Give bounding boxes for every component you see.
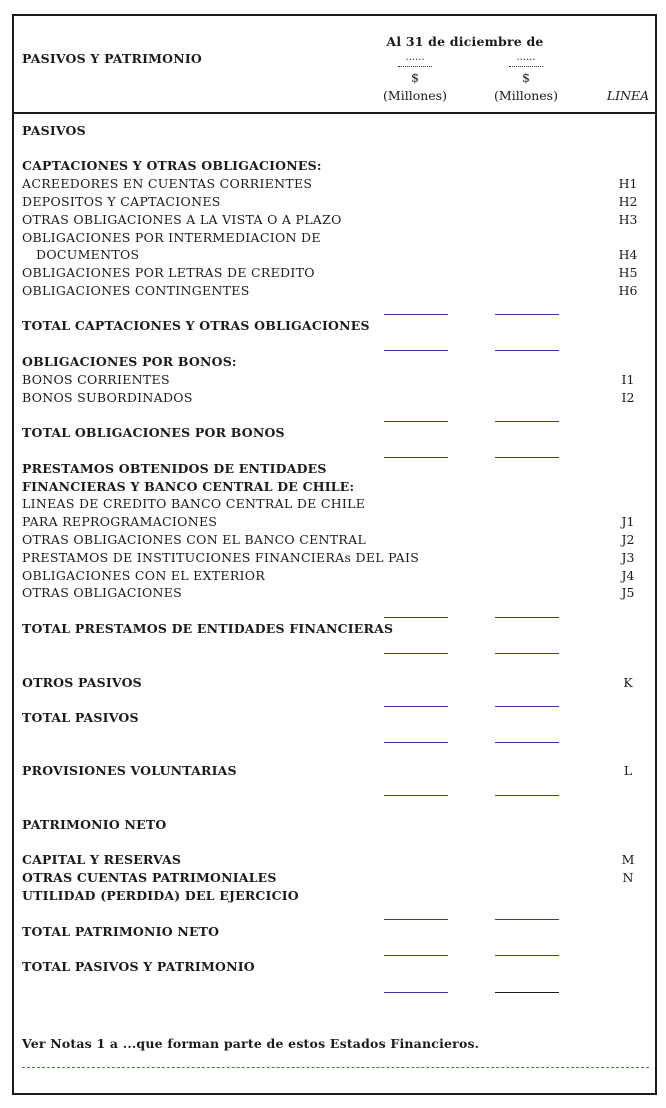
line-h2: H2	[618, 194, 638, 209]
underline-col2	[495, 706, 559, 707]
line-j1: J1	[621, 514, 635, 529]
underline-col2	[495, 617, 559, 618]
line-i1: I1	[621, 372, 635, 387]
line-h3: H3	[618, 212, 638, 227]
total-pasivos: TOTAL PASIVOS	[22, 710, 139, 725]
prestamos-heading-2: FINANCIERAS Y BANCO CENTRAL DE CHILE:	[22, 479, 355, 494]
row-bonos-subordinados: BONOS SUBORDINADOS	[22, 390, 193, 405]
total-prestamos: TOTAL PRESTAMOS DE ENTIDADES FINANCIERAS	[22, 621, 394, 636]
underline-col2	[495, 992, 559, 993]
row-utilidad: UTILIDAD (PERDIDA) DEL EJERCICIO	[22, 888, 299, 903]
col2-currency: $	[522, 70, 530, 85]
col1-year: ......	[405, 52, 425, 63]
patrimonio-heading: PATRIMONIO NETO	[22, 817, 167, 832]
row-capital: CAPITAL Y RESERVAS	[22, 852, 182, 867]
line-j3: J3	[621, 550, 635, 565]
row-depositos: DEPOSITOS Y CAPTACIONES	[22, 194, 221, 209]
row-contingentes: OBLIGACIONES CONTINGENTES	[22, 283, 250, 298]
line-n: N	[622, 870, 634, 885]
col2-year: ......	[516, 52, 536, 63]
line-l: L	[623, 763, 633, 778]
col2-year-rule	[509, 66, 543, 67]
row-intermediacion: OBLIGACIONES POR INTERMEDIACION DE	[22, 230, 321, 245]
underline-col1	[384, 742, 448, 743]
row-otras-banco-central: OTRAS OBLIGACIONES CON EL BANCO CENTRAL	[22, 532, 367, 547]
underline-col2	[495, 795, 559, 796]
total-pasivos-patrimonio: TOTAL PASIVOS Y PATRIMONIO	[22, 959, 255, 974]
col1-unit: (Millones)	[383, 88, 447, 103]
header-divider	[12, 112, 657, 114]
underline-col1	[384, 955, 448, 956]
prestamos-heading-1: PRESTAMOS OBTENIDOS DE ENTIDADES	[22, 461, 327, 476]
bonos-heading: OBLIGACIONES POR BONOS:	[22, 354, 237, 369]
underline-col2	[495, 653, 559, 654]
underline-col1	[384, 919, 448, 920]
line-j4: J4	[621, 568, 635, 583]
underline-col2	[495, 421, 559, 422]
line-heading: LINEA	[606, 88, 650, 103]
underline-col1	[384, 617, 448, 618]
col1-currency: $	[411, 70, 419, 85]
line-m: M	[621, 852, 635, 867]
line-h4: H4	[618, 247, 638, 262]
row-provisiones: PROVISIONES VOLUNTARIAS	[22, 763, 237, 778]
total-captaciones: TOTAL CAPTACIONES Y OTRAS OBLIGACIONES	[22, 318, 370, 333]
row-otras-vista: OTRAS OBLIGACIONES A LA VISTA O A PLAZO	[22, 212, 342, 227]
underline-col2	[495, 350, 559, 351]
row-exterior: OBLIGACIONES CON EL EXTERIOR	[22, 568, 266, 583]
line-i2: I2	[621, 390, 635, 405]
total-patrimonio: TOTAL PATRIMONIO NETO	[22, 924, 220, 939]
col1-year-rule	[398, 66, 432, 67]
line-h6: H6	[618, 283, 638, 298]
underline-col1	[384, 457, 448, 458]
section-pasivos: PASIVOS	[22, 123, 86, 138]
row-letras: OBLIGACIONES POR LETRAS DE CREDITO	[22, 265, 315, 280]
total-bonos: TOTAL OBLIGACIONES POR BONOS	[22, 425, 285, 440]
underline-col2	[495, 457, 559, 458]
row-reprogramaciones: PARA REPROGRAMACIONES	[22, 514, 218, 529]
col2-unit: (Millones)	[494, 88, 558, 103]
underline-col2	[495, 919, 559, 920]
footer-rule	[22, 1067, 649, 1068]
underline-col1	[384, 421, 448, 422]
row-bonos-corrientes: BONOS CORRIENTES	[22, 372, 170, 387]
statement-title: PASIVOS Y PATRIMONIO	[22, 51, 203, 66]
underline-col2	[495, 314, 559, 315]
row-otras-obligaciones: OTRAS OBLIGACIONES	[22, 585, 183, 600]
date-heading: Al 31 de diciembre de	[386, 34, 544, 49]
underline-col1	[384, 706, 448, 707]
line-j2: J2	[621, 532, 635, 547]
row-lineas-credito: LINEAS DE CREDITO BANCO CENTRAL DE CHILE	[22, 496, 366, 511]
line-j5: J5	[621, 585, 635, 600]
line-h1: H1	[618, 176, 638, 191]
footer-note: Ver Notas 1 a ...que forman parte de estos Estados Financieros.	[22, 1036, 480, 1051]
underline-col1	[384, 795, 448, 796]
row-prestamos-instituciones: PRESTAMOS DE INSTITUCIONES FINANCIERAs DEL PAIS	[22, 550, 420, 565]
row-otras-cuentas: OTRAS CUENTAS PATRIMONIALES	[22, 870, 277, 885]
line-h5: H5	[618, 265, 638, 280]
underline-col1	[384, 350, 448, 351]
row-documentos: DOCUMENTOS	[36, 247, 140, 262]
underline-col2	[495, 955, 559, 956]
captaciones-heading: CAPTACIONES Y OTRAS OBLIGACIONES:	[22, 158, 322, 173]
row-acreedores: ACREEDORES EN CUENTAS CORRIENTES	[22, 176, 313, 191]
line-k: K	[623, 675, 633, 690]
underline-col2	[495, 742, 559, 743]
underline-col1	[384, 314, 448, 315]
underline-col1	[384, 653, 448, 654]
underline-col1	[384, 992, 448, 993]
row-otros-pasivos: OTROS PASIVOS	[22, 675, 142, 690]
